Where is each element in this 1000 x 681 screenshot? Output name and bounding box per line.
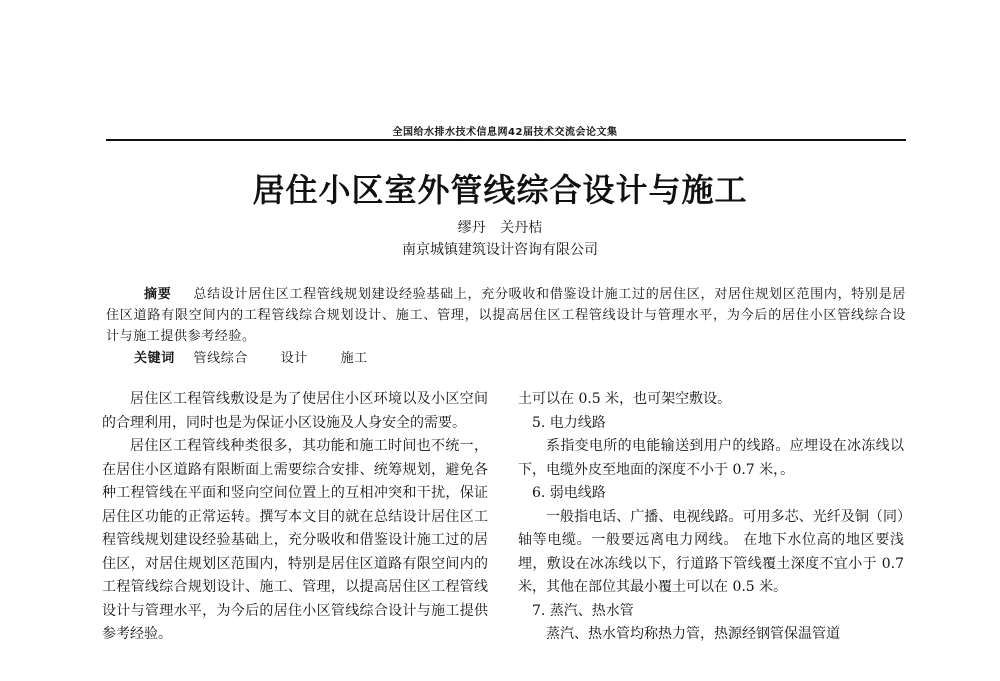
authors: 缪丹 关丹桔 — [457, 220, 543, 236]
body-paragraph: 一般指电话、广播、电视线路。可用多芯、光纤及铜（同）轴等电缆。一般要远离电力网线。 在地下水位高的地区要浅埋，敷设在冰冻线以下，行道路下管线覆土深度不宜小于 0.7 米，其他在部位其最小覆土可以在 0.5 米。 — [518, 508, 904, 595]
section-heading: 7. 蒸汽、热水管 — [532, 602, 634, 619]
affiliation: 南京城镇建筑设计咨询有限公司 — [402, 242, 598, 258]
keywords-label: 关键词 — [134, 351, 175, 366]
abstract-label: 摘要 — [144, 287, 172, 302]
keyword: 施工 — [340, 351, 368, 366]
running-header: 全国给水排水技术信息网42届技术交流会论文集 — [392, 127, 618, 138]
abstract — [106, 284, 906, 347]
abstract-text: 总结设计居住区工程管线规划建设经验基础上，充分吸收和借鉴设计施工过的居住区，对居住规划区范围内，特别是居住区道路有限空间内的工程管线综合规划设计、施工、管理，以提高居住区工程管线设计与管理水平，为今后的居住小区管线综合设计与施工提供参考经验。 — [106, 287, 907, 344]
body-column-right — [518, 388, 904, 681]
keywords — [106, 348, 906, 369]
body-paragraph: 土可以在 0.5 米，也可架空敷设。 — [518, 391, 732, 407]
body-paragraph: 居住区工程管线种类很多，其功能和施工时间也不统一，在居住小区道路有限断面上需要综合安排、统筹规划，避免各种工程管线在平面和竖向空间位置上的互相冲突和干扰，保证居住区功能的正常运转。撰写本文目的就在总结设计居住区工程管线规划建设经验基础上，充分吸收和借鉴设计施工过的居住区，对居住规划区范围内，特别是居住区道路有限空间内的工程管线综合规划设计、施工、管理，以提高居住区工程管线设计与管理水平，为今后的居住小区管线综合设计与施工提供参考经验。 — [102, 438, 488, 642]
section-heading: 5. 电力线路 — [532, 414, 606, 431]
section-heading: 6. 弱电线路 — [532, 485, 606, 501]
header-rule — [106, 139, 906, 141]
body-column-left — [102, 388, 488, 681]
keyword: 设计 — [280, 351, 308, 366]
paper-title: 居住小区室外管线综合设计与施工 — [252, 171, 748, 209]
body-paragraph: 居住区工程管线敷设是为了使居住小区环境以及小区空间的合理利用，同时也是为保证小区设施及人身安全的需要。 — [102, 391, 488, 431]
keyword: 管线综合 — [193, 351, 248, 366]
body-paragraph: 蒸汽、热水管均称热力管，热源经钢管保温管道 — [546, 626, 840, 642]
body-paragraph: 系指变电所的电能输送到用户的线路。应埋设在冰冻线以下，电缆外皮至地面的深度不小于 0.7 米，。 — [518, 438, 904, 478]
